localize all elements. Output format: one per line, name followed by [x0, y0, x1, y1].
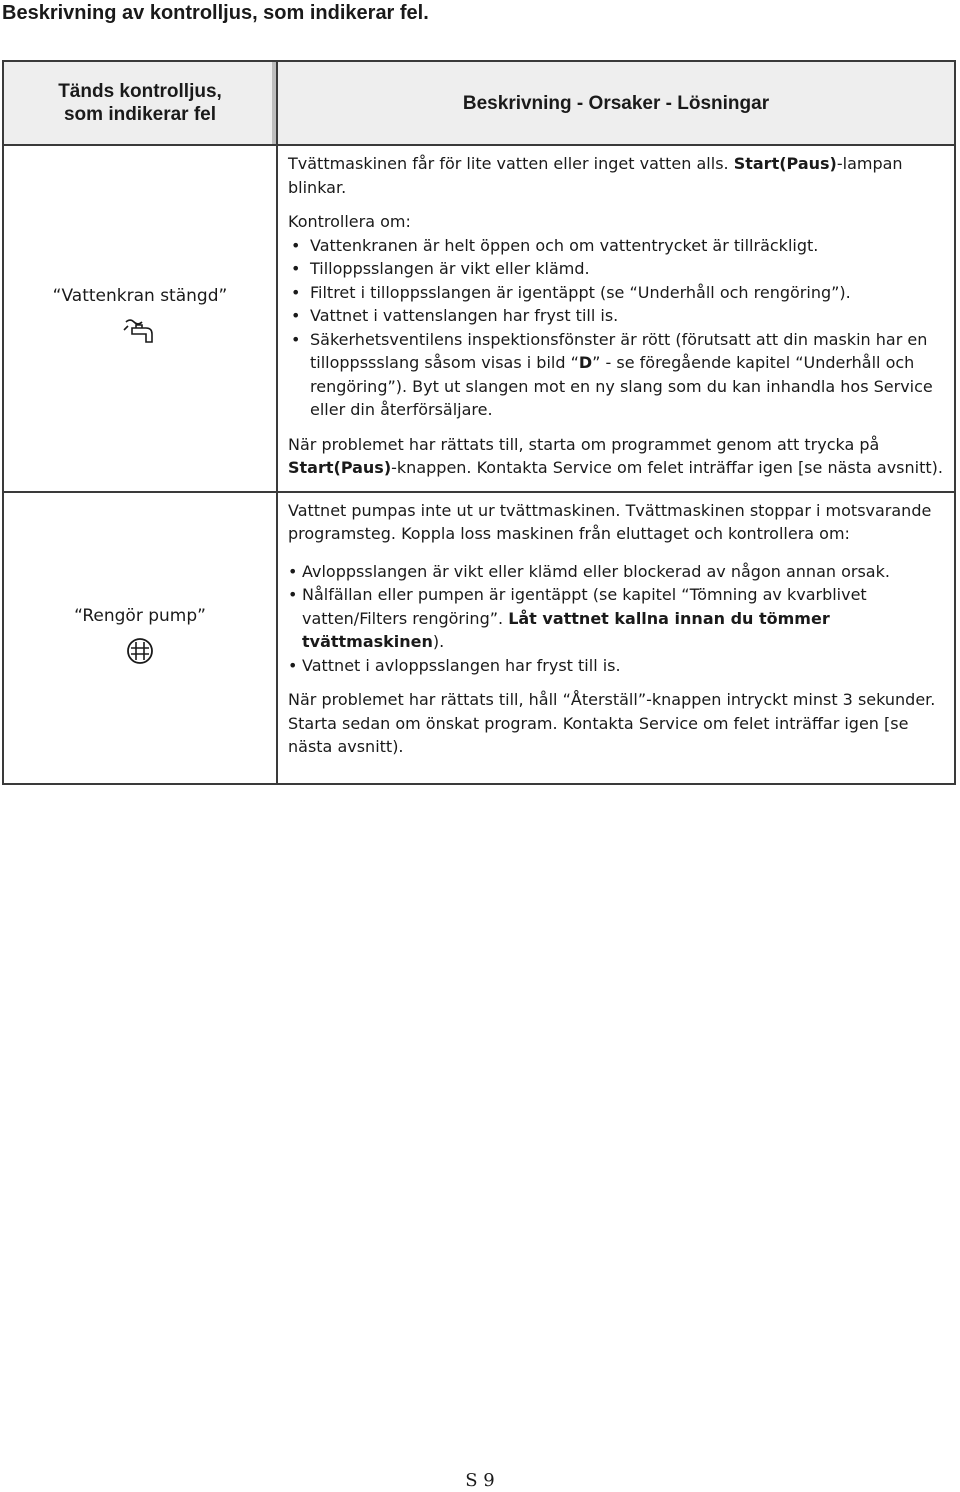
list-item: • Vattnet i vattenslangen har fryst till is. — [288, 304, 944, 328]
error-indicator-table — [2, 60, 956, 785]
pump-filter-icon — [125, 636, 155, 670]
resolution-text: När problemet har rättats till, starta om programmet genom att trycka på Start(Paus)-knappen. Kontakta Service om felet inträffar igen [se nästa avsnitt). — [288, 434, 943, 477]
description-cell — [277, 145, 955, 492]
indicator-label: “Rengör pump” — [74, 605, 206, 626]
column-header-indicator-line2: som indikerar fel — [63, 104, 217, 125]
description-cell — [277, 492, 955, 784]
list-item: • Säkerhetsventilens inspektionsfönster är rött (förutsatt att din maskin har en tilloppssslang såsom visas i bild “D” - se föregående kapitel “Underhåll och rengöring”). Byt ut slangen mot en ny slang som du kan inhandla hos Service eller din återförsäljare. — [288, 328, 944, 422]
indicator-cell — [3, 492, 277, 784]
column-header-description: Beskrivning - Orsaker - Lösningar — [277, 61, 955, 145]
column-header-indicator-line1: Tänds kontrolljus, — [58, 81, 222, 102]
problem-description: Vattnet pumpas inte ut ur tvättmaskinen. Tvättmaskinen stoppar i motsvarande programsteg. Koppla loss maskinen från eluttaget och kontrollera om: — [288, 500, 932, 543]
check-list — [288, 234, 944, 422]
table-header-row — [3, 61, 955, 145]
table-row — [3, 492, 955, 784]
list-item: • Nålfällan eller pumpen är igentäppt (se kapitel “Tömning av kvarblivet vatten/Filters rengöring”. Låt vattnet kallna innan du tömmer tvättmaskinen). — [288, 583, 944, 654]
indicator-cell — [3, 145, 277, 492]
list-item: • Tilloppsslangen är vikt eller klämd. — [288, 257, 944, 281]
list-item: • Vattnet i avloppsslangen har fryst till is. — [288, 654, 944, 678]
problem-description: Tvättmaskinen får för lite vatten eller inget vatten alls. Start(Paus)-lampan blinkar. — [288, 154, 903, 197]
check-list — [288, 560, 944, 678]
column-header-indicator — [3, 61, 277, 145]
water-tap-icon — [122, 316, 158, 350]
table-row — [3, 145, 955, 492]
list-item: • Vattenkranen är helt öppen och om vattentrycket är tillräckligt. — [288, 234, 944, 258]
resolution-text: När problemet har rättats till, håll “Återställ”-knappen intryckt minst 3 sekunder. Starta sedan om önskat program. Kontakta Service om felet inträffar igen [se nästa avsnitt). — [288, 690, 936, 756]
page-number: S 9 — [465, 1470, 495, 1491]
page-heading: Beskrivning av kontrolljus, som indikerar fel. — [2, 2, 429, 24]
list-item: • Avloppsslangen är vikt eller klämd eller blockerad av någon annan orsak. — [288, 560, 944, 584]
list-item: • Filtret i tilloppsslangen är igentäppt (se “Underhåll och rengöring”). — [288, 281, 944, 305]
check-label: Kontrollera om: — [288, 212, 411, 231]
indicator-label: “Vattenkran stängd” — [52, 286, 228, 307]
